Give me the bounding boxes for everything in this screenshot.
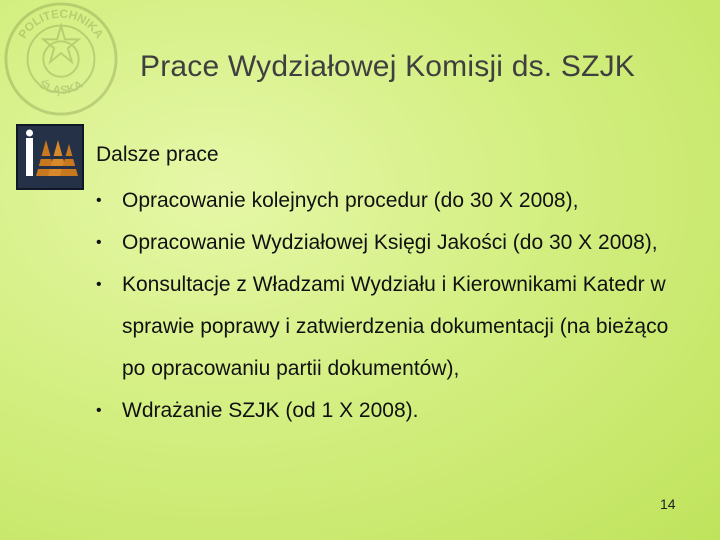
bullet-glyph: • [96,402,102,419]
section-heading: Dalsze prace [96,143,219,166]
bullet-glyph: • [96,276,102,293]
bullet-text: Opracowanie Wydziałowej Księgi Jakości (do 30 X 2008), [122,231,658,254]
svg-text:ŚLĄSKA [37,77,86,97]
bullet-text: Wdrażanie SZJK (od 1 X 2008). [122,399,419,422]
slide-title: Prace Wydziałowej Komisji ds. SZJK [140,50,636,83]
page-number: 14 [660,496,676,512]
bullet-text: Konsultacje z Władzami Wydziału i Kierownikami Katedr w sprawie poprawy i zatwierdzenia dokumentacji (na bieżąco po opracowaniu partii dokumentów), [122,273,669,380]
bullet-glyph: • [96,234,102,251]
bullet-glyph: • [96,192,102,209]
seal-text-bottom: ŚLĄSKA [36,77,86,98]
bullet-list [96,180,676,432]
university-seal-icon [2,0,120,118]
list-item [96,222,676,264]
seal-text-top: POLITECHNIKA [15,6,107,41]
department-logo-icon [16,124,84,190]
list-item [96,390,676,432]
list-item [96,264,676,390]
bullet-text: Opracowanie kolejnych procedur (do 30 X 2008), [122,189,579,212]
list-item [96,180,676,222]
